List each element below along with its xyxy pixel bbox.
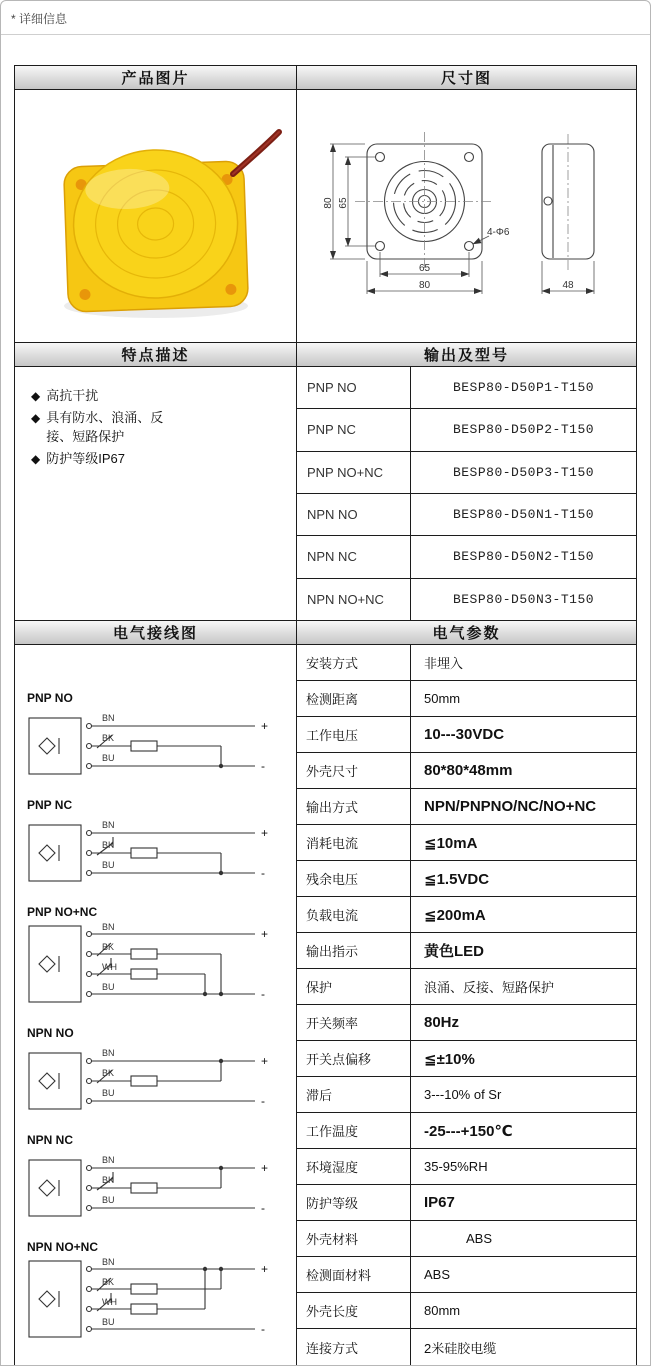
param-label: 开关点偏移	[297, 1041, 411, 1076]
param-table	[297, 645, 636, 1365]
feature-text: 具有防水、浪涌、反接、短路保护	[46, 410, 164, 445]
param-value: 80mm	[424, 1303, 461, 1318]
dimension-drawing	[317, 124, 617, 309]
param-row	[297, 1293, 636, 1329]
param-label: 防护等级	[297, 1185, 411, 1220]
wiring-diagram-block	[27, 1026, 290, 1124]
model-row	[297, 452, 636, 494]
param-label: 外壳长度	[297, 1293, 411, 1328]
header-params: 电气参数	[432, 625, 501, 642]
param-value: 浪涌、反接、短路保护	[424, 980, 555, 995]
param-row	[297, 1077, 636, 1113]
param-value: 非埋入	[424, 656, 464, 671]
wire-label-bn: BN	[102, 820, 115, 830]
model-number: BESP80-D50P3-T150	[452, 464, 595, 480]
param-value: ≦1.5VDC	[424, 870, 490, 888]
param-row	[297, 1113, 636, 1149]
param-value: 黄色LED	[424, 943, 485, 960]
model-output: PNP NO	[297, 367, 411, 408]
model-row	[297, 409, 636, 451]
dim-label-height-inner: 65	[337, 196, 349, 209]
image-row	[15, 90, 636, 343]
wiring-diagram-block	[27, 905, 290, 1017]
header-outputs: 输出及型号	[423, 347, 509, 364]
param-value: ≦±10%	[424, 1050, 475, 1068]
header-product-image: 产品图片	[15, 66, 297, 89]
wire-label-minus: -	[261, 866, 265, 880]
model-output: PNP NO+NC	[297, 452, 411, 493]
param-row	[297, 1329, 636, 1365]
param-row	[297, 753, 636, 789]
feature-item	[31, 409, 288, 447]
wiring-title: NPN NC	[27, 1133, 74, 1147]
param-label: 残余电压	[297, 861, 411, 896]
param-row	[297, 1221, 636, 1257]
wire-label-bk: BK	[102, 733, 115, 743]
param-label: 环境湿度	[297, 1149, 411, 1184]
wire-label-bu: BU	[102, 860, 115, 870]
wire-label-plus: +	[261, 1054, 269, 1068]
features-models-row	[15, 367, 636, 621]
param-row	[297, 789, 636, 825]
product-image-cell	[15, 90, 297, 342]
wiring-title: PNP NC	[27, 798, 73, 812]
wiring-diagram-block	[27, 1240, 290, 1352]
param-label: 保护	[297, 969, 411, 1004]
param-row	[297, 825, 636, 861]
dimension-cell	[297, 90, 636, 342]
wire-label-plus: +	[261, 1161, 269, 1175]
diamond-bullet-icon: ◆	[31, 451, 41, 466]
model-output: NPN NO	[297, 494, 411, 535]
feature-text: 防护等级IP67	[46, 450, 125, 466]
diamond-bullet-icon: ◆	[31, 389, 41, 403]
wire-label-bu: BU	[102, 982, 115, 992]
wire-label-plus: +	[261, 719, 269, 733]
param-row	[297, 645, 636, 681]
param-label: 输出方式	[297, 789, 411, 824]
dim-label-hole-callout: 4-Φ6	[486, 226, 509, 238]
product-photo	[21, 96, 291, 336]
param-label: 检测面材料	[297, 1257, 411, 1292]
param-row	[297, 1257, 636, 1293]
wire-label-wh: WH	[102, 1297, 117, 1307]
wiring-diagrams	[15, 645, 297, 1365]
wire-label-bn: BN	[102, 1257, 115, 1267]
param-value: 2米硅胶电缆	[424, 1340, 497, 1356]
wiring-diagram-npn-no-nc	[27, 1255, 277, 1347]
model-output: PNP NC	[297, 409, 411, 450]
param-label: 滞后	[297, 1077, 411, 1112]
param-value: 80Hz	[424, 1014, 460, 1031]
wire-label-bk: BK	[102, 1068, 115, 1078]
param-value: ABS	[424, 1267, 451, 1282]
model-output: NPN NO+NC	[297, 579, 411, 620]
param-row	[297, 1005, 636, 1041]
wire-label-plus: +	[261, 1262, 269, 1276]
param-value: 3---10% of Sr	[424, 1087, 502, 1102]
param-label: 外壳材料	[297, 1221, 411, 1256]
wire-label-bk: BK	[102, 1175, 115, 1185]
wiring-params-row	[15, 645, 636, 1365]
model-number: BESP80-D50N3-T150	[452, 591, 595, 607]
model-number: BESP80-D50N1-T150	[452, 507, 595, 523]
wiring-diagram-npn-no	[27, 1041, 277, 1119]
header-dimensions: 尺寸图	[440, 70, 492, 87]
wire-label-bn: BN	[102, 1155, 115, 1165]
header-wiring: 电气接线图	[15, 621, 297, 644]
param-value: 35-95%RH	[424, 1159, 488, 1174]
divider	[1, 34, 650, 35]
header-row-3	[15, 621, 636, 645]
param-label: 开关频率	[297, 1005, 411, 1040]
param-row	[297, 969, 636, 1005]
param-row	[297, 681, 636, 717]
diamond-bullet-icon: ◆	[31, 411, 41, 426]
model-number: BESP80-D50N2-T150	[452, 549, 595, 565]
param-value: -25---+150℃	[424, 1122, 513, 1140]
wire-label-bu: BU	[102, 753, 115, 763]
wire-label-minus: -	[261, 1094, 265, 1108]
param-value: 80*80*48mm	[424, 762, 513, 779]
param-value: 50mm	[424, 691, 461, 706]
wire-label-bn: BN	[102, 1048, 115, 1058]
param-row	[297, 717, 636, 753]
param-label: 工作温度	[297, 1113, 411, 1148]
model-row	[297, 367, 636, 409]
param-value: NPN/PNPNO/NC/NO+NC	[424, 798, 597, 815]
feature-list	[15, 367, 297, 620]
param-value: ≦200mA	[424, 906, 486, 924]
model-number: BESP80-D50P2-T150	[452, 422, 595, 438]
wire-label-bn: BN	[102, 922, 115, 932]
header-row-2	[15, 343, 636, 367]
dim-label-side-width: 48	[561, 279, 574, 291]
param-label: 外壳尺寸	[297, 753, 411, 788]
model-row	[297, 494, 636, 536]
param-value: ABS	[466, 1231, 493, 1246]
param-label: 消耗电流	[297, 825, 411, 860]
wiring-diagram-npn-nc	[27, 1148, 277, 1226]
wiring-diagram-pnp-no-nc	[27, 920, 277, 1012]
wiring-title: PNP NO+NC	[27, 905, 98, 919]
param-row	[297, 1185, 636, 1221]
wiring-diagram-block	[27, 798, 290, 896]
wiring-title: NPN NO+NC	[27, 1240, 99, 1254]
model-number: BESP80-D50P1-T150	[452, 380, 595, 396]
model-output: NPN NC	[297, 536, 411, 577]
wire-label-minus: -	[261, 1201, 265, 1215]
param-label: 连接方式	[297, 1329, 411, 1365]
wire-label-bk: BK	[102, 942, 115, 952]
wire-label-minus: -	[261, 987, 265, 1001]
dim-label-height-outer: 80	[322, 196, 334, 209]
param-row	[297, 933, 636, 969]
feature-item	[31, 387, 288, 406]
param-value: ≦10mA	[424, 834, 478, 852]
page-note: * 详细信息	[11, 12, 68, 26]
param-value: 10---30VDC	[424, 726, 505, 743]
param-row	[297, 1149, 636, 1185]
wiring-diagram-pnp-no	[27, 706, 277, 784]
param-label: 工作电压	[297, 717, 411, 752]
param-label: 输出指示	[297, 933, 411, 968]
param-label: 负载电流	[297, 897, 411, 932]
wire-label-bk: BK	[102, 840, 115, 850]
wiring-title: NPN NO	[27, 1026, 74, 1040]
wire-label-minus: -	[261, 759, 265, 773]
model-row	[297, 536, 636, 578]
param-row	[297, 1041, 636, 1077]
wire-label-plus: +	[261, 927, 269, 941]
feature-text: 高抗干扰	[46, 388, 99, 403]
wiring-title: PNP NO	[27, 691, 73, 705]
feature-item	[31, 450, 288, 469]
dim-label-width-outer: 80	[418, 279, 430, 291]
wire-label-plus: +	[261, 826, 269, 840]
wiring-diagram-pnp-nc	[27, 813, 277, 891]
param-label: 检测距离	[297, 681, 411, 716]
wire-label-bu: BU	[102, 1195, 115, 1205]
wire-label-minus: -	[261, 1322, 265, 1336]
param-row	[297, 897, 636, 933]
header-row-1	[15, 66, 636, 90]
wire-label-bu: BU	[102, 1317, 115, 1327]
wire-label-bn: BN	[102, 713, 115, 723]
wire-label-bu: BU	[102, 1088, 115, 1098]
wiring-diagram-block	[27, 691, 290, 789]
model-row	[297, 579, 636, 620]
wire-label-bk: BK	[102, 1277, 115, 1287]
param-label: 安装方式	[297, 645, 411, 680]
spec-table	[14, 65, 637, 1366]
param-row	[297, 861, 636, 897]
dim-label-width-inner: 65	[418, 262, 430, 274]
header-features: 特点描述	[15, 343, 297, 366]
wire-label-wh: WH	[102, 962, 117, 972]
param-value: IP67	[424, 1194, 455, 1211]
models-table	[297, 367, 636, 620]
wiring-diagram-block	[27, 1133, 290, 1231]
